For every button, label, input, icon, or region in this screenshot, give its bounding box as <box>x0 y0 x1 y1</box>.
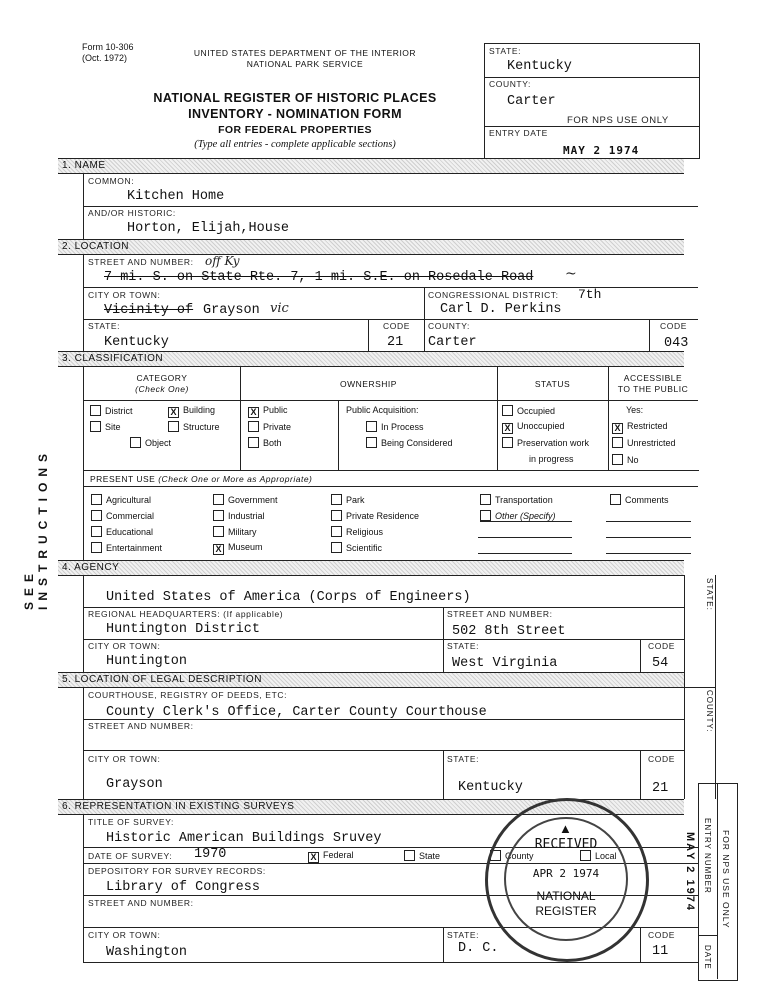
use-entertainment[interactable] <box>91 542 162 554</box>
checkbox-private[interactable] <box>248 421 259 432</box>
status-unoccupied[interactable] <box>502 421 565 434</box>
commercial-label: Commercial <box>106 511 155 521</box>
survey-city-label: CITY OR TOWN: <box>88 930 161 940</box>
use-agricultural[interactable] <box>91 494 151 506</box>
department-line <box>165 48 445 70</box>
congress-rep: Carl D. Perkins <box>440 302 562 317</box>
ownership-header: OWNERSHIP <box>340 379 397 389</box>
state-code: 21 <box>387 335 404 350</box>
congress-district: 7th <box>578 287 602 302</box>
both-label: Both <box>263 438 282 448</box>
checkbox-scientific[interactable] <box>331 542 342 553</box>
section-2-heading <box>58 239 684 255</box>
checkbox-government[interactable] <box>213 494 224 505</box>
industrial-label: Industrial <box>228 511 265 521</box>
date-side: DATE <box>703 945 712 970</box>
instruction-text: (Type all entries - complete applicable sections) <box>194 139 396 150</box>
building-label: Building <box>183 405 216 415</box>
federal-label: Federal <box>323 850 354 860</box>
agency-code: 54 <box>652 656 669 671</box>
section-2-title: 2. LOCATION <box>62 241 129 252</box>
survey-date-label: DATE OF SURVEY: <box>88 851 173 861</box>
city-handwritten-note: vic <box>270 301 289 316</box>
section-6-title: 6. REPRESENTATION IN EXISTING SURVEYS <box>62 801 295 812</box>
use-commercial[interactable] <box>91 510 154 522</box>
stamp-register: REGISTER <box>535 904 597 918</box>
checkbox-transportation[interactable] <box>480 494 491 505</box>
checkbox-building[interactable]: X <box>168 407 179 418</box>
private-label: Private <box>263 422 292 432</box>
hq-value: Huntington District <box>106 622 260 637</box>
city-label: CITY OR TOWN: <box>88 290 161 300</box>
section-1-heading <box>58 158 684 174</box>
local-option-label: Local <box>595 851 617 861</box>
government-label: Government <box>228 495 278 505</box>
checkbox-public[interactable]: X <box>248 407 259 418</box>
section-4-title: 4. AGENCY <box>62 562 120 573</box>
survey-code: 11 <box>652 944 669 959</box>
checkbox-other[interactable] <box>480 510 491 521</box>
legal-state: Kentucky <box>458 780 523 795</box>
depository-value: Library of Congress <box>106 880 260 895</box>
survey-federal[interactable] <box>308 850 354 863</box>
legal-code: 21 <box>652 781 669 796</box>
unoccupied-label: Unoccupied <box>517 421 565 431</box>
other-label: Other (Specify) <box>495 511 556 521</box>
state-label: STATE: <box>88 321 121 331</box>
section-4-heading <box>58 560 684 576</box>
survey-code-label: CODE <box>648 930 675 940</box>
structure-label: Structure <box>183 422 220 432</box>
access-header <box>608 373 698 395</box>
acquisition-being-considered[interactable] <box>366 437 453 449</box>
checkbox-military[interactable] <box>213 526 224 537</box>
state-code-label: CODE <box>383 321 410 331</box>
side-date-stamp: MAY 2 1974 <box>684 832 696 912</box>
access-head-1: ACCESSIBLE <box>623 373 683 383</box>
status-preservation[interactable] <box>502 437 589 449</box>
park-label: Park <box>346 495 365 505</box>
courthouse-value: County Clerk's Office, Carter County Courthouse <box>106 705 487 720</box>
agency-street-label: STREET AND NUMBER: <box>447 609 553 619</box>
public-acquisition-label: Public Acquisition: <box>346 405 419 415</box>
acquisition-in-process[interactable] <box>366 421 424 433</box>
checkbox-unrestricted[interactable] <box>612 437 623 448</box>
private-residence-label: Private Residence <box>346 511 420 521</box>
state-option-label: State <box>419 851 441 861</box>
nps-box <box>484 43 700 159</box>
entry-number-side: ENTRY NUMBER <box>703 818 712 894</box>
received-stamp <box>485 798 649 962</box>
military-label: Military <box>228 527 257 537</box>
section-5-heading <box>58 672 684 688</box>
checkbox-comments[interactable] <box>610 494 621 505</box>
agricultural-label: Agricultural <box>106 495 152 505</box>
street-value: 7 mi. S. on State Rte. 7, 1 mi. S.E. on Rosedale Road <box>104 270 534 285</box>
checkbox-object[interactable] <box>130 437 141 448</box>
form-title <box>105 90 485 138</box>
occupied-label: Occupied <box>517 406 556 416</box>
county-code-label: CODE <box>660 321 687 331</box>
street-hand-mark: ~ <box>565 266 577 282</box>
use-educational[interactable] <box>91 526 153 538</box>
checkbox-preservation[interactable] <box>502 437 513 448</box>
form-number <box>82 42 134 64</box>
access-restricted[interactable] <box>612 421 668 434</box>
ownership-private[interactable] <box>248 421 291 433</box>
entry-date-label: ENTRY DATE <box>489 128 548 138</box>
county-code: 043 <box>664 336 689 351</box>
agency-state: West Virginia <box>452 656 558 671</box>
no-label: No <box>627 455 639 465</box>
survey-date: 1970 <box>194 847 227 862</box>
category-head-text: CATEGORY <box>136 373 188 383</box>
nps-use-only-side: FOR NPS USE ONLY <box>721 830 731 929</box>
present-use-heading <box>90 474 312 484</box>
checkbox-restricted[interactable]: X <box>612 423 623 434</box>
scientific-label: Scientific <box>346 543 383 553</box>
site-label: Site <box>105 422 121 432</box>
form-no: Form 10-306 <box>82 42 134 52</box>
for-nps-use-only: FOR NPS USE ONLY <box>567 115 669 126</box>
nps-state-value: Kentucky <box>507 59 572 74</box>
checkbox-both[interactable] <box>248 437 259 448</box>
category-object[interactable] <box>130 437 171 449</box>
dept-line-1: UNITED STATES DEPARTMENT OF THE INTERIOR <box>193 48 417 58</box>
being-considered-label: Being Considered <box>381 438 453 448</box>
hq-label: REGIONAL HEADQUARTERS: (If applicable) <box>88 609 284 619</box>
county-label: COUNTY: <box>428 321 470 331</box>
district-label: District <box>105 406 133 416</box>
access-no[interactable] <box>612 454 639 466</box>
ownership-public[interactable] <box>248 405 288 418</box>
legal-street-label: STREET AND NUMBER: <box>88 721 194 731</box>
comments-label: Comments <box>625 495 669 505</box>
entertainment-label: Entertainment <box>106 543 163 553</box>
category-site[interactable] <box>90 421 121 433</box>
street-handwritten-note: off Ky <box>205 254 240 268</box>
present-use-label: PRESENT USE <box>90 474 156 484</box>
category-header <box>84 373 240 395</box>
use-private-residence[interactable] <box>331 510 419 522</box>
city-value: Grayson <box>203 303 260 318</box>
survey-state[interactable] <box>404 850 440 862</box>
category-structure[interactable] <box>168 421 220 433</box>
checkbox-federal[interactable]: X <box>308 852 319 863</box>
title-line-2: INVENTORY - NOMINATION FORM <box>188 107 402 121</box>
courthouse-label: COURTHOUSE, REGISTRY OF DEEDS, ETC: <box>88 690 288 700</box>
access-unrestricted[interactable] <box>612 437 676 449</box>
checkbox-no[interactable] <box>612 454 623 465</box>
stamp-arrow-icon: ▲ <box>559 821 572 836</box>
use-park[interactable] <box>331 494 365 506</box>
checkbox-religious[interactable] <box>331 526 342 537</box>
public-label: Public <box>263 405 288 415</box>
side-county-label: COUNTY: <box>705 690 714 733</box>
nps-state-label: STATE: <box>489 46 522 56</box>
access-yes-label: Yes: <box>626 405 644 415</box>
agency-street: 502 8th Street <box>452 624 566 639</box>
state-value: Kentucky <box>104 335 169 350</box>
depository-label: DEPOSITORY FOR SURVEY RECORDS: <box>88 866 266 876</box>
stamp-national: NATIONAL <box>536 889 596 903</box>
in-process-label: In Process <box>381 422 424 432</box>
side-state-label: STATE: <box>705 578 714 611</box>
city-struck: Vicinity of <box>104 303 194 318</box>
section-1-title: 1. NAME <box>62 160 106 171</box>
entry-date-stamp: MAY 2 1974 <box>563 144 640 157</box>
common-name: Kitchen Home <box>127 189 225 204</box>
use-comments[interactable] <box>610 494 669 506</box>
dept-line-2: NATIONAL PARK SERVICE <box>246 59 364 69</box>
use-military[interactable] <box>213 526 257 538</box>
use-industrial[interactable] <box>213 510 265 522</box>
status-in-progress-label: in progress <box>529 454 574 464</box>
use-transportation[interactable] <box>480 494 553 506</box>
transportation-label: Transportation <box>495 495 553 505</box>
checkbox-museum[interactable]: X <box>213 544 224 555</box>
legal-city-label: CITY OR TOWN: <box>88 754 161 764</box>
present-use-sub: (Check One or More as Appropriate) <box>158 474 313 484</box>
museum-label: Museum <box>228 542 263 552</box>
preservation-label: Preservation work <box>517 438 590 448</box>
survey-state-label: STATE: <box>447 930 480 940</box>
agency-code-label: CODE <box>648 641 675 651</box>
checkbox-private-residence[interactable] <box>331 510 342 521</box>
educational-label: Educational <box>106 527 154 537</box>
ownership-both[interactable] <box>248 437 282 449</box>
historic-name: Horton, Elijah,House <box>127 221 290 236</box>
checkbox-educational[interactable] <box>91 526 102 537</box>
legal-code-label: CODE <box>648 754 675 764</box>
legal-state-label: STATE: <box>447 754 480 764</box>
stamp-received: RECEIVED <box>534 837 598 852</box>
agency-city-label: CITY OR TOWN: <box>88 641 161 651</box>
legal-city: Grayson <box>106 777 163 792</box>
use-government[interactable] <box>213 494 278 506</box>
stamp-date: APR 2 1974 <box>532 867 600 880</box>
category-building[interactable] <box>168 405 215 418</box>
checkbox-site[interactable] <box>90 421 101 432</box>
access-head-2: TO THE PUBLIC <box>617 384 689 394</box>
section-3-heading <box>58 351 684 367</box>
title-line-1: NATIONAL REGISTER OF HISTORIC PLACES <box>153 91 437 105</box>
checkbox-commercial[interactable] <box>91 510 102 521</box>
status-occupied[interactable] <box>502 405 555 417</box>
category-sub-text: (Check One) <box>135 384 189 394</box>
religious-label: Religious <box>346 527 384 537</box>
use-religious[interactable] <box>331 526 383 538</box>
congress-label: CONGRESSIONAL DISTRICT: <box>428 290 559 300</box>
section-5-title: 5. LOCATION OF LEGAL DESCRIPTION <box>62 674 262 685</box>
county-value: Carter <box>428 335 477 350</box>
survey-street-label: STREET AND NUMBER: <box>88 898 194 908</box>
nps-county-label: COUNTY: <box>489 79 531 89</box>
survey-title-label: TITLE OF SURVEY: <box>88 817 174 827</box>
historic-label: AND/OR HISTORIC: <box>88 208 176 218</box>
use-museum[interactable] <box>213 542 263 555</box>
checkbox-state[interactable] <box>404 850 415 861</box>
checkbox-unoccupied[interactable]: X <box>502 423 513 434</box>
checkbox-occupied[interactable] <box>502 405 513 416</box>
title-line-3: FOR FEDERAL PROPERTIES <box>218 124 372 136</box>
use-scientific[interactable] <box>331 542 382 554</box>
category-district[interactable] <box>90 405 133 417</box>
unrestricted-label: Unrestricted <box>627 438 676 448</box>
checkbox-entertainment[interactable] <box>91 542 102 553</box>
street-label: STREET AND NUMBER: <box>88 257 194 267</box>
county-option-label: County <box>505 851 534 861</box>
status-header: STATUS <box>534 379 571 389</box>
checkbox-agricultural[interactable] <box>91 494 102 505</box>
checkbox-structure[interactable] <box>168 421 179 432</box>
checkbox-district[interactable] <box>90 405 101 416</box>
checkbox-being-considered[interactable] <box>366 437 377 448</box>
section-3-title: 3. CLASSIFICATION <box>62 353 164 364</box>
restricted-label: Restricted <box>627 421 668 431</box>
agency-city: Huntington <box>106 654 188 669</box>
survey-title: Historic American Buildings Sruvey <box>106 831 382 846</box>
nps-county-value: Carter <box>507 94 556 109</box>
object-label: Object <box>145 438 172 448</box>
common-label: COMMON: <box>88 176 135 186</box>
agency-state-label: STATE: <box>447 641 480 651</box>
see-instructions-margin: SEE INSTRUCTIONS <box>22 448 50 610</box>
survey-city: Washington <box>106 945 188 960</box>
checkbox-park[interactable] <box>331 494 342 505</box>
agency-name: United States of America (Corps of Engineers) <box>106 590 471 605</box>
form-date: (Oct. 1972) <box>82 53 128 63</box>
checkbox-in-process[interactable] <box>366 421 377 432</box>
checkbox-industrial[interactable] <box>213 510 224 521</box>
survey-state: D. C. <box>458 941 499 956</box>
